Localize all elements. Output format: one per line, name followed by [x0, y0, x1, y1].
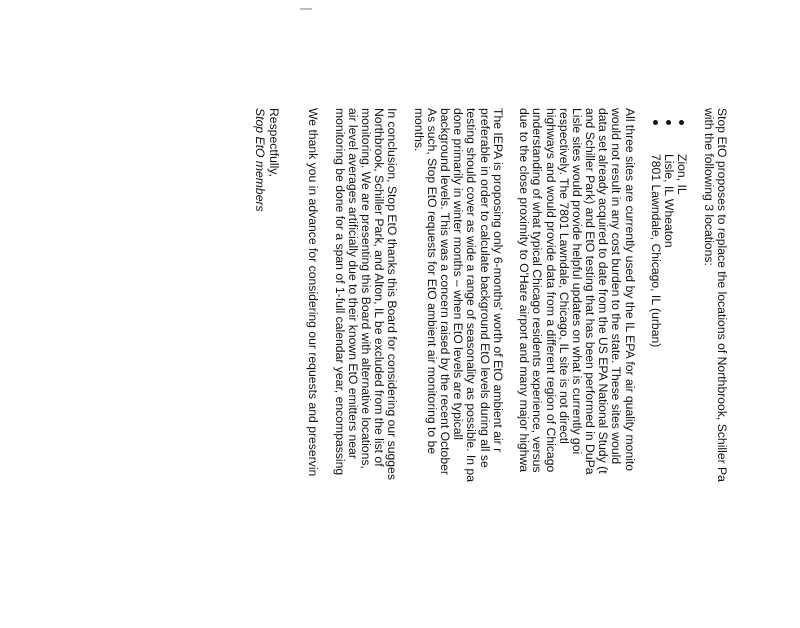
text-line: done primarily in winter months – when EtO levels are typicall: [451, 108, 466, 440]
text-line: In conclusion, Stop EtO thanks this Board for considering our sugges: [385, 108, 400, 480]
rotated-letter-page: [253, 108, 728, 628]
text-line: As such, Stop EtO requests for EtO ambient air monitoring to be: [424, 108, 439, 455]
text-line: preferable in order to calculate background EtO levels during all se: [477, 108, 492, 468]
text-line: We thank you in advance for considering our requests and preservin: [306, 108, 321, 477]
text-line: with the following 3 locations:: [701, 108, 716, 266]
text-line: monitoring. We are presenting this Board with alternative locations,: [358, 108, 373, 469]
list-item: [649, 108, 662, 628]
location-list: [649, 108, 689, 628]
list-item: [675, 108, 688, 628]
list-item-label: Zion, IL: [675, 154, 690, 195]
list-item-label: Lisle, IL Wheaton: [662, 154, 677, 248]
text-line: The IEPA is proposing only 6-months' worth of EtO ambient air r: [490, 108, 505, 453]
scan-speck: [300, 8, 312, 10]
text-line: due to the close proximity to O'Hare airport and many major highwa: [517, 108, 532, 473]
closing: Respectfully,: [266, 108, 281, 177]
text-line: would not result in any cost burden to the state. These sites would: [609, 108, 624, 465]
list-item: [662, 108, 675, 628]
text-line: Lisle sites would provide helpful updates on what is currently goi: [569, 108, 584, 455]
signature: Stop EtO members: [253, 108, 268, 212]
paragraph-thanks: [306, 108, 319, 628]
intro-paragraph: [702, 108, 728, 628]
paragraph-conclusion: [332, 108, 398, 628]
paragraph-sites: [517, 108, 636, 628]
bullet-icon: [653, 120, 658, 125]
text-line: and Schiller Park) and EtO testing that has been performed in DuPa: [583, 108, 598, 475]
paragraph-seasonality: [412, 108, 504, 628]
bullet-icon: [666, 120, 671, 125]
text-line: data set already acquired to date from the US EPA National Study (t: [596, 108, 611, 474]
text-line: months.: [411, 108, 426, 152]
text-line: respectively. The 7801 Lawndale, Chicago, IL site is not directl: [556, 108, 571, 444]
text-line: Northbrook, Schiller Park, and Alton, IL be excluded from the list of: [372, 108, 387, 467]
text-line: background levels. This was a concern raised by the recent October: [438, 108, 453, 475]
text-line: highways and would provide data from a different region of Chicago: [543, 108, 558, 473]
list-item-label: 7801 Lawndale, Chicago, IL (urban): [649, 154, 664, 348]
text-line: air level averages artificially due to their known EtO emitters near: [345, 108, 360, 459]
text-line: monitoring be done for a span of 1-full calendar year, encompassing: [332, 108, 347, 476]
bullet-icon: [679, 120, 684, 125]
text-line: testing should cover as wide a range of seasonality as possible. In pa: [464, 108, 479, 482]
text-line: Stop EtO proposes to replace the locations of Northbrook, Schiller Pa: [715, 108, 729, 482]
text-line: understanding of what typical Chicago residents experience, versus: [530, 108, 545, 473]
text-line: All three sites are currently used by the IL EPA for air quality monito: [622, 108, 637, 472]
